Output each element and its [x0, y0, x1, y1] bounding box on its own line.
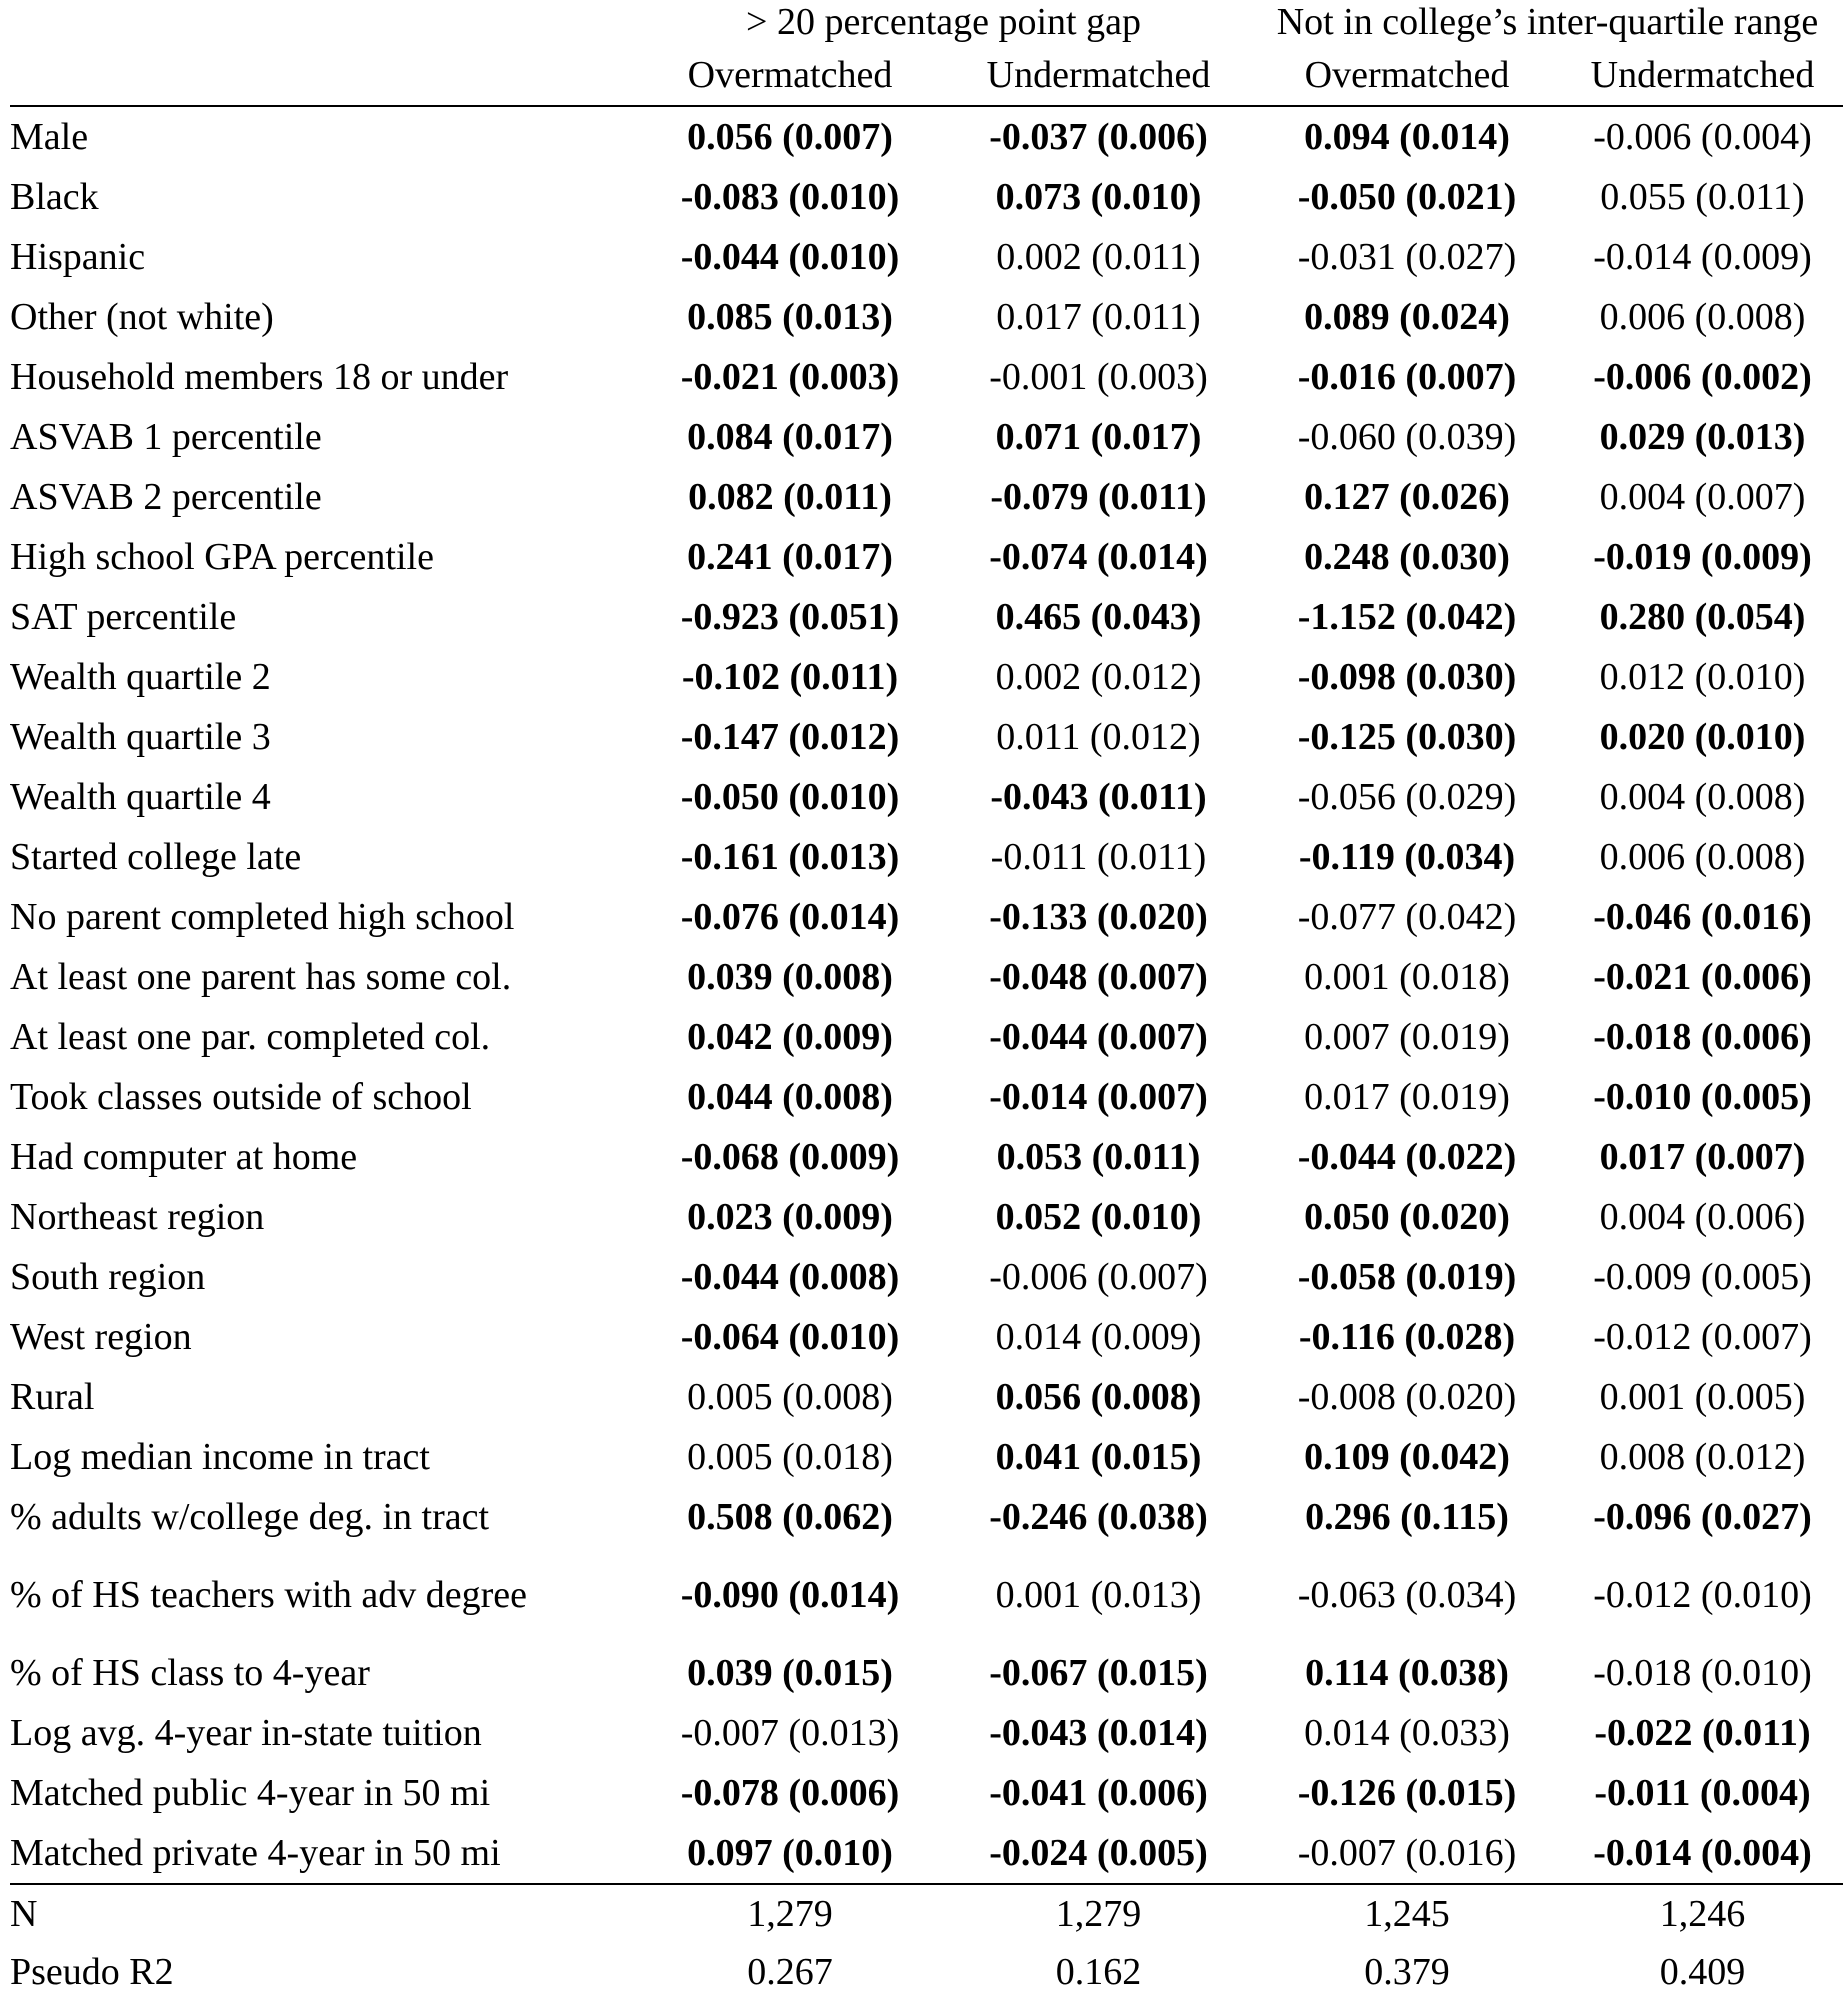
- coefficient-cell: -0.126 (0.015): [1297, 1772, 1517, 1814]
- coefficient-cell: -0.018 (0.010): [1593, 1652, 1812, 1694]
- subheader-undermatched-gap: Undermatched: [945, 44, 1252, 106]
- coefficient-cell: 0.017 (0.007): [1599, 1136, 1806, 1178]
- row-label: Wealth quartile 2: [10, 656, 271, 698]
- row-label: Wealth quartile 3: [10, 716, 271, 758]
- coefficient-cell: -0.014 (0.004): [1562, 1823, 1843, 1884]
- table-row: [10, 1703, 1843, 1763]
- coefficient-cell: -0.024 (0.005): [945, 1823, 1252, 1884]
- coefficient-cell: -0.116 (0.028): [1298, 1316, 1516, 1358]
- coefficient-cell: -0.014 (0.009): [1593, 236, 1812, 278]
- coefficient-cell: 0.071 (0.017): [995, 416, 1202, 458]
- coefficient-cell: -0.068 (0.009): [680, 1136, 900, 1178]
- coefficient-cell: 0.055 (0.011): [1600, 176, 1805, 218]
- table-row: [10, 827, 1843, 887]
- coefficient-cell: -0.006 (0.002): [1593, 356, 1812, 398]
- coefficient-cell: 0.089 (0.024): [1304, 296, 1510, 338]
- coefficient-cell: -0.058 (0.019): [1297, 1256, 1517, 1298]
- row-label: Black: [10, 176, 99, 218]
- table-row: [10, 106, 1843, 167]
- footer-row: [10, 1943, 1843, 2001]
- coefficient-cell: -1.152 (0.042): [1297, 596, 1517, 638]
- coefficient-cell: 0.002 (0.012): [995, 656, 1202, 698]
- table-row: [10, 1127, 1843, 1187]
- footer-value: 1,245: [1364, 1893, 1450, 1935]
- table-row: [10, 1247, 1843, 1307]
- coefficient-cell: -0.096 (0.027): [1593, 1496, 1812, 1538]
- footer-row: [10, 1884, 1843, 1943]
- coefficient-cell: 0.056 (0.008): [995, 1376, 1202, 1418]
- coefficient-cell: -0.102 (0.011): [681, 656, 899, 698]
- subheader-overmatched-iqr: Overmatched: [1252, 44, 1562, 106]
- coefficient-cell: 0.017 (0.019): [1304, 1076, 1510, 1118]
- coefficient-cell: 0.014 (0.009): [995, 1316, 1202, 1358]
- subheader-spacer: [10, 44, 635, 106]
- coefficient-cell: -0.090 (0.014): [680, 1574, 900, 1616]
- coefficient-cell: -0.043 (0.011): [990, 776, 1207, 818]
- coefficient-cell: 0.001 (0.013): [995, 1574, 1202, 1616]
- footer-value: 0.379: [1364, 1951, 1450, 1993]
- footer-value: 1,279: [747, 1893, 833, 1935]
- coefficient-cell: -0.018 (0.006): [1593, 1016, 1812, 1058]
- table-row: [10, 1427, 1843, 1487]
- table-row: [10, 1307, 1843, 1367]
- table-row: [10, 767, 1843, 827]
- coefficient-cell: -0.016 (0.007): [1297, 356, 1517, 398]
- row-label: ASVAB 2 percentile: [10, 476, 322, 518]
- coefficient-cell: -0.041 (0.006): [989, 1772, 1208, 1814]
- coefficient-cell: 0.006 (0.008): [1599, 296, 1806, 338]
- coefficient-cell: 0.017 (0.011): [996, 296, 1201, 338]
- subheader-overmatched-gap: Overmatched: [635, 44, 945, 106]
- coefficient-cell: 0.004 (0.008): [1599, 776, 1806, 818]
- coefficient-cell: -0.147 (0.012): [680, 716, 900, 758]
- coefficient-cell: -0.021 (0.006): [1593, 956, 1812, 998]
- footer-label: Pseudo R2: [10, 1951, 174, 1993]
- coefficient-cell: 0.039 (0.008): [687, 956, 893, 998]
- coefficient-cell: -0.037 (0.006): [989, 116, 1208, 158]
- coefficient-cell: -0.012 (0.010): [1593, 1574, 1812, 1616]
- header-spacer: [10, 0, 635, 44]
- group-header-interquartile: Not in college’s inter-quartile range: [1276, 1, 1819, 43]
- table-row: [10, 467, 1843, 527]
- row-label: SAT percentile: [10, 596, 237, 638]
- table-row: [10, 1547, 1843, 1643]
- row-label: % of HS teachers with adv degree: [10, 1574, 528, 1616]
- coefficient-cell: 0.050 (0.020): [1304, 1196, 1510, 1238]
- coefficient-cell: 0.002 (0.011): [996, 236, 1201, 278]
- table-row: [10, 407, 1843, 467]
- coefficient-cell: -0.076 (0.014): [680, 896, 900, 938]
- coefficient-cell: -0.050 (0.010): [680, 776, 900, 818]
- row-label: South region: [10, 1256, 206, 1298]
- coefficient-cell: -0.923 (0.051): [680, 596, 900, 638]
- coefficient-cell: 0.008 (0.012): [1599, 1436, 1806, 1478]
- table-row: [10, 1187, 1843, 1247]
- table-row: [10, 167, 1843, 227]
- coefficient-cell: -0.098 (0.030): [1297, 656, 1517, 698]
- table-row: [10, 587, 1843, 647]
- row-label: Northeast region: [10, 1196, 265, 1238]
- row-label: Matched private 4-year in 50 mi: [10, 1823, 635, 1884]
- coefficient-cell: 0.020 (0.010): [1599, 716, 1806, 758]
- coefficient-cell: -0.067 (0.015): [989, 1652, 1208, 1694]
- coefficient-cell: 0.508 (0.062): [687, 1496, 893, 1538]
- coefficient-cell: -0.043 (0.014): [989, 1712, 1208, 1754]
- coefficient-cell: 0.097 (0.010): [635, 1823, 945, 1884]
- subheader-undermatched-iqr: Undermatched: [1562, 44, 1843, 106]
- table-row: [10, 347, 1843, 407]
- row-label: Male: [10, 116, 89, 158]
- subheader-row: [10, 44, 1843, 106]
- table-row: [10, 1067, 1843, 1127]
- coefficient-cell: -0.014 (0.007): [989, 1076, 1208, 1118]
- coefficient-cell: 0.005 (0.018): [687, 1436, 893, 1478]
- coefficient-cell: -0.083 (0.010): [680, 176, 900, 218]
- row-label: High school GPA percentile: [10, 536, 434, 578]
- table-row: [10, 1823, 1843, 1884]
- coefficient-cell: 0.004 (0.006): [1599, 1196, 1806, 1238]
- coefficient-cell: -0.007 (0.016): [1252, 1823, 1562, 1884]
- coefficient-cell: 0.094 (0.014): [1304, 116, 1510, 158]
- row-label: % of HS class to 4-year: [10, 1652, 370, 1694]
- coefficient-cell: 0.248 (0.030): [1304, 536, 1510, 578]
- coefficient-cell: -0.050 (0.021): [1297, 176, 1517, 218]
- footer-value: 0.162: [1055, 1951, 1142, 1993]
- coefficient-cell: -0.010 (0.005): [1593, 1076, 1812, 1118]
- row-label: Rural: [10, 1376, 95, 1418]
- row-label: At least one parent has some col.: [10, 956, 512, 998]
- coefficient-cell: -0.001 (0.003): [989, 356, 1208, 398]
- coefficient-cell: -0.022 (0.011): [1594, 1712, 1811, 1754]
- table-row: [10, 287, 1843, 347]
- row-label: % adults w/college deg. in tract: [10, 1496, 490, 1538]
- coefficient-cell: 0.023 (0.009): [687, 1196, 893, 1238]
- coefficient-cell: -0.006 (0.004): [1593, 116, 1812, 158]
- coefficient-cell: -0.044 (0.022): [1297, 1136, 1517, 1178]
- coefficient-cell: 0.011 (0.012): [996, 716, 1201, 758]
- coefficient-cell: 0.084 (0.017): [687, 416, 893, 458]
- coefficient-cell: 0.039 (0.015): [687, 1652, 893, 1694]
- row-label: Household members 18 or under: [10, 356, 509, 398]
- coefficient-cell: -0.048 (0.007): [989, 956, 1208, 998]
- coefficient-cell: 0.004 (0.007): [1599, 476, 1806, 518]
- table-row: [10, 947, 1843, 1007]
- footer-label: N: [10, 1893, 38, 1935]
- group-header-row: [10, 0, 1843, 44]
- row-label: Hispanic: [10, 236, 146, 278]
- coefficient-cell: -0.021 (0.003): [680, 356, 900, 398]
- table-row: [10, 227, 1843, 287]
- coefficient-cell: -0.019 (0.009): [1593, 536, 1812, 578]
- coefficient-cell: -0.008 (0.020): [1297, 1376, 1517, 1418]
- coefficient-cell: -0.125 (0.030): [1297, 716, 1517, 758]
- coefficient-cell: -0.044 (0.008): [680, 1256, 900, 1298]
- coefficient-cell: -0.007 (0.013): [680, 1712, 900, 1754]
- row-label: Matched public 4-year in 50 mi: [10, 1772, 491, 1814]
- coefficient-cell: 0.007 (0.019): [1304, 1016, 1510, 1058]
- coefficient-cell: 0.006 (0.008): [1599, 836, 1806, 878]
- footer-value: 0.267: [747, 1951, 833, 1993]
- coefficient-cell: -0.006 (0.007): [989, 1256, 1208, 1298]
- coefficient-cell: 0.014 (0.033): [1304, 1712, 1510, 1754]
- table-row: [10, 887, 1843, 947]
- coefficient-cell: -0.011 (0.011): [990, 836, 1207, 878]
- coefficient-cell: -0.044 (0.010): [680, 236, 900, 278]
- footer-value: 1,279: [1055, 1893, 1142, 1935]
- row-label: Had computer at home: [10, 1136, 358, 1178]
- row-label: Wealth quartile 4: [10, 776, 271, 818]
- coefficient-cell: -0.119 (0.034): [1298, 836, 1516, 878]
- table-row: [10, 1643, 1843, 1703]
- coefficient-cell: -0.012 (0.007): [1593, 1316, 1812, 1358]
- coefficient-cell: -0.077 (0.042): [1297, 896, 1517, 938]
- footer-value: 1,246: [1659, 1893, 1746, 1935]
- row-label: At least one par. completed col.: [10, 1016, 491, 1058]
- table-row: [10, 1367, 1843, 1427]
- coefficient-cell: -0.044 (0.007): [989, 1016, 1208, 1058]
- coefficient-cell: 0.012 (0.010): [1599, 656, 1806, 698]
- table-row: [10, 647, 1843, 707]
- coefficient-cell: 0.109 (0.042): [1304, 1436, 1510, 1478]
- table-row: [10, 1007, 1843, 1067]
- coefficient-cell: -0.074 (0.014): [989, 536, 1208, 578]
- coefficient-cell: 0.085 (0.013): [687, 296, 893, 338]
- regression-table: [10, 0, 1843, 2001]
- coefficient-cell: -0.060 (0.039): [1297, 416, 1517, 458]
- coefficient-cell: -0.064 (0.010): [680, 1316, 900, 1358]
- coefficient-cell: 0.042 (0.009): [687, 1016, 893, 1058]
- coefficient-cell: 0.044 (0.008): [687, 1076, 893, 1118]
- coefficient-cell: 0.127 (0.026): [1304, 476, 1510, 518]
- coefficient-cell: 0.073 (0.010): [995, 176, 1202, 218]
- coefficient-cell: -0.246 (0.038): [989, 1496, 1208, 1538]
- row-label: Took classes outside of school: [10, 1076, 472, 1118]
- row-label: No parent completed high school: [10, 896, 515, 938]
- row-label: Log median income in tract: [10, 1436, 430, 1478]
- coefficient-cell: -0.011 (0.004): [1594, 1772, 1811, 1814]
- coefficient-cell: 0.052 (0.010): [995, 1196, 1202, 1238]
- coefficient-cell: -0.046 (0.016): [1593, 896, 1812, 938]
- coefficient-cell: -0.063 (0.034): [1297, 1574, 1517, 1616]
- table-row: [10, 1763, 1843, 1823]
- footer-value: 0.409: [1659, 1951, 1746, 1993]
- coefficient-cell: 0.041 (0.015): [995, 1436, 1202, 1478]
- coefficient-cell: -0.078 (0.006): [680, 1772, 900, 1814]
- coefficient-cell: 0.001 (0.018): [1304, 956, 1510, 998]
- coefficient-cell: -0.133 (0.020): [989, 896, 1208, 938]
- coefficient-cell: 0.056 (0.007): [687, 116, 893, 158]
- coefficient-cell: -0.031 (0.027): [1297, 236, 1517, 278]
- coefficient-cell: 0.280 (0.054): [1599, 596, 1806, 638]
- coefficient-cell: -0.056 (0.029): [1297, 776, 1517, 818]
- row-label: Log avg. 4-year in-state tuition: [10, 1712, 482, 1754]
- coefficient-cell: 0.053 (0.011): [996, 1136, 1201, 1178]
- coefficient-cell: -0.079 (0.011): [990, 476, 1207, 518]
- group-header-percentage-gap: > 20 percentage point gap: [746, 1, 1141, 43]
- coefficient-cell: 0.241 (0.017): [687, 536, 893, 578]
- row-label: Started college late: [10, 836, 302, 878]
- coefficient-cell: 0.114 (0.038): [1305, 1652, 1509, 1694]
- coefficient-cell: -0.009 (0.005): [1593, 1256, 1812, 1298]
- coefficient-cell: 0.082 (0.011): [688, 476, 892, 518]
- table-row: [10, 707, 1843, 767]
- coefficient-cell: 0.005 (0.008): [687, 1376, 893, 1418]
- coefficient-cell: 0.001 (0.005): [1599, 1376, 1806, 1418]
- coefficient-cell: 0.296 (0.115): [1305, 1496, 1509, 1538]
- table-row: [10, 527, 1843, 587]
- row-label: ASVAB 1 percentile: [10, 416, 322, 458]
- table-body: [10, 0, 1843, 2001]
- coefficient-cell: 0.029 (0.013): [1599, 416, 1806, 458]
- table-row: [10, 1487, 1843, 1547]
- coefficient-cell: -0.161 (0.013): [680, 836, 900, 878]
- row-label: Other (not white): [10, 296, 274, 338]
- coefficient-cell: 0.465 (0.043): [995, 596, 1202, 638]
- row-label: West region: [10, 1316, 192, 1358]
